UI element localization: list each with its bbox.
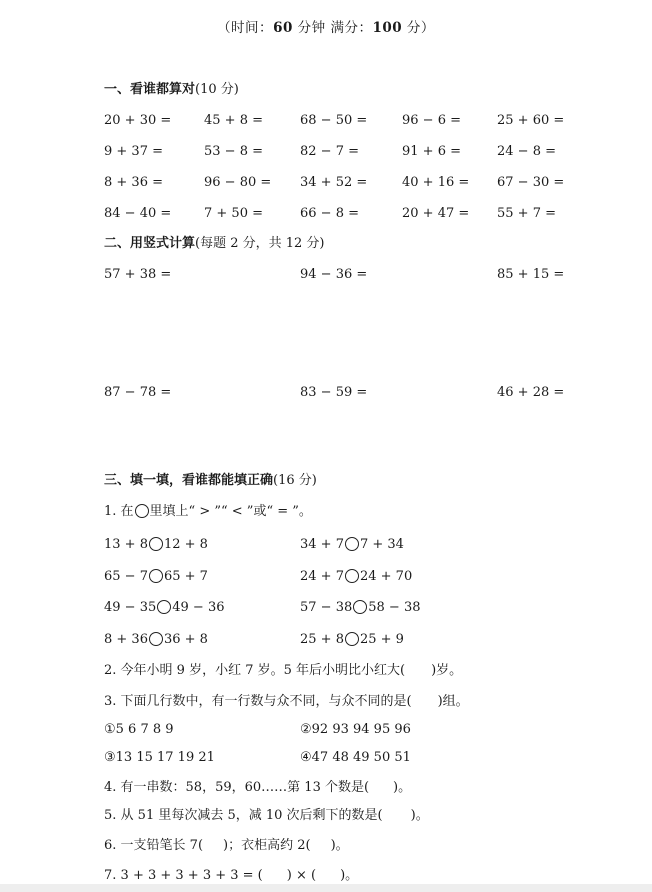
problem: 96 − 80 = (204, 175, 272, 190)
problem: 68 − 50 = (300, 113, 368, 128)
problem: 67 − 30 = (497, 175, 565, 190)
section-1-title: 一、看谁都算对(10 分) (104, 82, 239, 97)
problem: 7 + 50 = (204, 206, 263, 221)
problem: 96 − 6 = (402, 113, 461, 128)
problem: 20 + 47 = (402, 206, 470, 221)
problem: 24 − 8 = (497, 144, 556, 159)
circle-blank-icon[interactable] (353, 600, 367, 614)
problem: 82 − 7 = (300, 144, 359, 159)
vertical-problem: 83 − 59 = (300, 385, 368, 400)
question-1: 1. 在 里填上“ > ”“ < ”或“ = ”。 (104, 504, 312, 519)
option-a: ①5 6 7 8 9 (104, 722, 174, 737)
problem: 40 + 16 = (402, 175, 470, 190)
compare-item: 8 + 36 36 + 8 (104, 632, 208, 647)
compare-item: 49 − 35 49 − 36 (104, 600, 225, 615)
section-3-title: 三、填一填，看谁都能填正确(16 分) (104, 473, 317, 488)
question-5: 5. 从 51 里每次减去 5，减 10 次后剩下的数是( )。 (104, 808, 429, 823)
circle-blank-icon[interactable] (149, 537, 163, 551)
exam-header: （时间：60 分钟 满分：100 分） (217, 20, 435, 36)
compare-item: 13 + 8 12 + 8 (104, 537, 208, 552)
compare-item: 25 + 8 25 + 9 (300, 632, 404, 647)
problem: 66 − 8 = (300, 206, 359, 221)
circle-blank-icon[interactable] (157, 600, 171, 614)
problem: 20 + 30 = (104, 113, 172, 128)
circle-blank-icon[interactable] (149, 569, 163, 583)
problem: 8 + 36 = (104, 175, 163, 190)
problem: 45 + 8 = (204, 113, 263, 128)
vertical-problem: 57 + 38 = (104, 267, 172, 282)
section-2-title: 二、用竖式计算(每题 2 分，共 12 分) (104, 236, 325, 251)
page-bottom-edge (0, 884, 652, 892)
score-value: 100 (372, 20, 403, 36)
vertical-problem: 87 − 78 = (104, 385, 172, 400)
option-c: ③13 15 17 19 21 (104, 750, 215, 765)
question-3: 3. 下面几行数中，有一行数与众不同，与众不同的是( )组。 (104, 694, 469, 709)
question-7: 7. 3 + 3 + 3 + 3 + 3 = ( ) × ( )。 (104, 868, 359, 883)
compare-item: 57 − 38 58 − 38 (300, 600, 421, 615)
problem: 34 + 52 = (300, 175, 368, 190)
vertical-problem: 85 + 15 = (497, 267, 565, 282)
question-4: 4. 有一串数：58，59，60……第 13 个数是( )。 (104, 780, 412, 795)
vertical-problem: 94 − 36 = (300, 267, 368, 282)
question-6: 6. 一支铅笔长 7( )；衣柜高约 2( )。 (104, 838, 349, 853)
vertical-problem: 46 + 28 = (497, 385, 565, 400)
problem: 53 − 8 = (204, 144, 263, 159)
problem: 84 − 40 = (104, 206, 172, 221)
compare-item: 24 + 7 24 + 70 (300, 569, 413, 584)
option-d: ④47 48 49 50 51 (300, 750, 411, 765)
circle-blank-icon[interactable] (345, 569, 359, 583)
problem: 9 + 37 = (104, 144, 163, 159)
option-b: ②92 93 94 95 96 (300, 722, 411, 737)
problem: 55 + 7 = (497, 206, 556, 221)
time-value: 60 (273, 20, 293, 36)
compare-item: 65 − 7 65 + 7 (104, 569, 208, 584)
compare-item: 34 + 7 7 + 34 (300, 537, 404, 552)
circle-blank-icon (135, 504, 149, 518)
problem: 91 + 6 = (402, 144, 461, 159)
circle-blank-icon[interactable] (345, 632, 359, 646)
circle-blank-icon[interactable] (345, 537, 359, 551)
circle-blank-icon[interactable] (149, 632, 163, 646)
problem: 25 + 60 = (497, 113, 565, 128)
question-2: 2. 今年小明 9 岁，小红 7 岁。5 年后小明比小红大( )岁。 (104, 663, 463, 678)
